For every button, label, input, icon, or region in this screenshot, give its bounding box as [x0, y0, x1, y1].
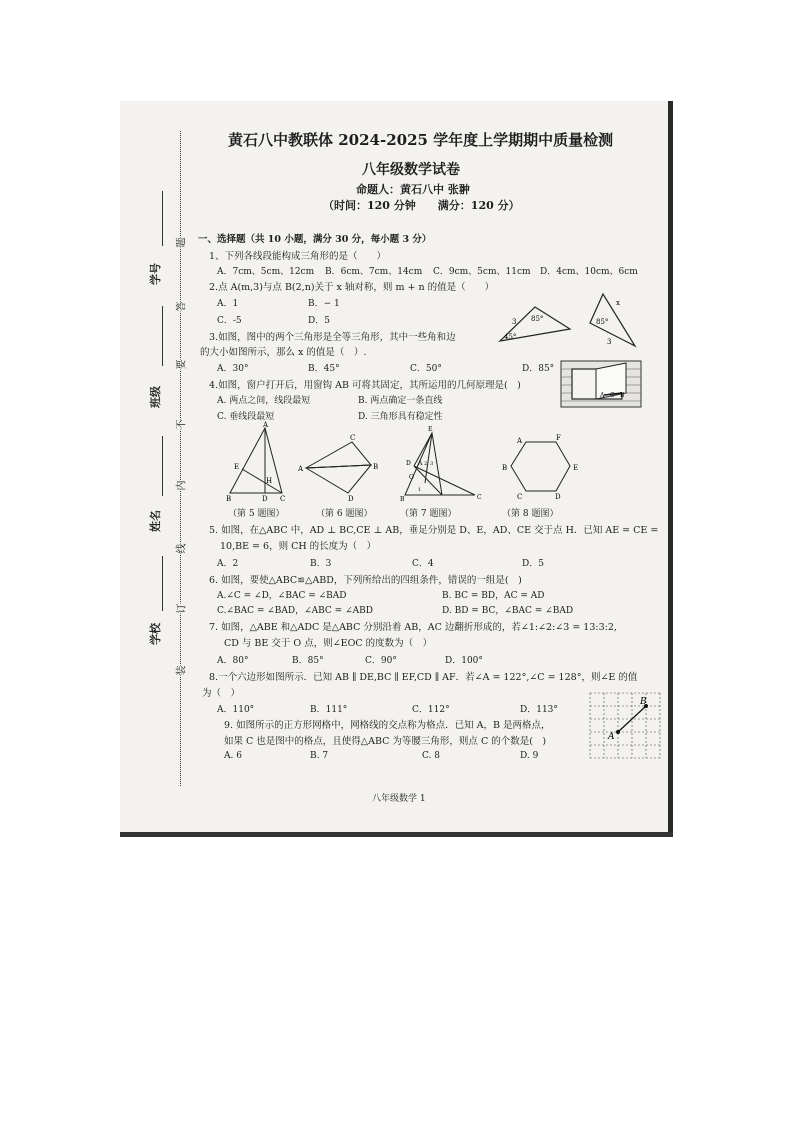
exam-time-score: （时间：120 分钟 满分：120 分） [323, 199, 520, 212]
q4-label: C [610, 392, 615, 399]
q1-option-b: B．6cm、7cm、14cm [325, 267, 423, 277]
q3-label: 45° [504, 333, 517, 341]
exam-author: 命题人：黄石八中 张翀 [356, 183, 470, 196]
q2-stem: 2.点 A(m,3)与点 B(2,n)关于 x 轴对称，则 m + n 的值是（ ） [209, 282, 495, 293]
q7-label: A [418, 460, 423, 467]
q7-option-a: A．80° [217, 656, 249, 666]
q5-option-b: B．3 [310, 559, 332, 569]
binding-char: 答 [173, 302, 188, 312]
q5-label: D [262, 495, 268, 503]
q2-option-c: C．-5 [217, 316, 242, 326]
binding-char: 装 [173, 666, 188, 676]
binding-char: 订 [173, 604, 188, 614]
q5-label: B [226, 495, 232, 503]
q8-option-a: A．110° [217, 705, 255, 715]
exam-subtitle: 八年级数学试卷 [362, 162, 460, 178]
q9-label: A [608, 732, 615, 742]
q9-grid-figure [588, 691, 663, 763]
q7-label: E [428, 426, 433, 433]
q7-label: 3 [430, 461, 434, 467]
q4-option-c: C. 垂线段最短 [217, 412, 275, 422]
q6-label: C [350, 434, 356, 442]
binding-dotted-line [180, 131, 181, 786]
q7-stem: 7. 如图，△ABE 和△ADC 是△ABC 分别沿着 AB，AC 边翻折形成的，若∠1:∠2:∠3 = 13:3:2, [209, 622, 617, 633]
school-blank [162, 556, 163, 611]
q5-option-a: A．2 [217, 559, 239, 569]
q9-option-a: A. 6 [224, 751, 242, 761]
q6-label: D [348, 495, 354, 503]
q5-label: A [263, 421, 269, 429]
fig8-caption: （第 8 题图） [502, 509, 559, 519]
fig6-caption: （第 6 题图） [316, 509, 373, 519]
q7-stem-2: CD 与 BE 交于 O 点，则∠EOC 的度数为（ ） [224, 638, 433, 649]
q7-label: D [406, 460, 411, 467]
q6-option-c: C.∠BAC = ∠BAD，∠ABC = ∠ABD [217, 606, 373, 616]
q8-stem: 8.一个六边形如图所示．已知 AB ∥ DE,BC ∥ EF,CD ∥ AF．若∠A = 122°,∠C = 128°，则∠E 的值 [209, 672, 638, 683]
binding-char: 线 [173, 544, 188, 554]
q7-figure [405, 433, 475, 495]
q9-stem-2: 如果 C 也是图中的格点，且使得△ABC 为等腰三角形，则点 C 的个数是( ) [224, 736, 547, 747]
class-blank [162, 306, 163, 366]
q9-stem: 9. 如图所示的正方形网格中，网格线的交点称为格点．已知 A，B 是两格点， [224, 720, 551, 731]
q5-stem: 5. 如图，在△ABC 中，AD ⊥ BC,CE ⊥ AB，垂足分别是 D、E，AD、CE 交于点 H．已知 AE = CE = [209, 525, 659, 536]
q3-stem: 3.如图，图中的两个三角形是全等三角形，其中一些角和边 [209, 332, 456, 343]
q4-option-a: A. 两点之间，线段最短 [217, 396, 311, 406]
name-label: 姓名 [149, 510, 162, 532]
binding-char: 要 [173, 360, 188, 370]
binding-char: 题 [173, 238, 188, 248]
exam-photo [120, 101, 673, 837]
q8-label: D [555, 493, 561, 501]
q3-option-c: C．50° [410, 364, 442, 374]
student-id-blank [162, 191, 163, 246]
q4-window-figure [560, 359, 642, 409]
q1-option-c: C．9cm、5cm、11cm [433, 267, 531, 277]
q7-label: C [477, 494, 482, 501]
q5-stem-2: 10,BE = 6，则 CH 的长度为（ ） [220, 541, 377, 552]
q6-option-b: B. BC = BD，AC = AD [442, 591, 545, 601]
binding-char: 不 [173, 420, 188, 430]
q3-figure [495, 291, 655, 361]
q7-option-b: B．85° [292, 656, 324, 666]
q5-option-d: D．5 [522, 559, 544, 569]
page-footer: 八年级数学 1 [372, 794, 426, 804]
q6-option-a: A.∠C = ∠D，∠BAC = ∠BAD [217, 591, 347, 601]
q6-option-d: D. BD = BC，∠BAC = ∠BAD [442, 606, 574, 616]
q4-label: A [600, 392, 605, 399]
q8-label: B [502, 464, 508, 472]
q8-label: A [517, 437, 523, 445]
q4-option-d: D. 三角形具有稳定性 [358, 412, 443, 422]
figures-5-8 [220, 421, 600, 506]
q7-label: 2 [424, 461, 428, 467]
q9-option-b: B. 7 [310, 751, 329, 761]
q4-stem: 4.如图，窗户打开后，用窗钩 AB 可将其固定，其所运用的几何原理是( ) [209, 380, 521, 391]
q7-option-d: D．100° [445, 656, 483, 666]
q8-label: F [556, 434, 561, 442]
q8-option-c: C．112° [412, 705, 450, 715]
q2-option-b: B．− 1 [308, 299, 340, 309]
q2-option-d: D．5 [308, 316, 330, 326]
q3-label: 3 [512, 318, 517, 326]
q3-option-a: A．30° [217, 364, 249, 374]
q5-label: E [234, 463, 240, 471]
q8-label: C [517, 493, 523, 501]
name-blank [162, 436, 163, 496]
q7-label: B [400, 496, 405, 503]
q6-label: B [373, 463, 379, 471]
q5-label: H [266, 477, 273, 485]
q3-stem-2: 的大小如图所示，那么 x 的值是（ ）. [200, 347, 367, 358]
q8-hexagon [511, 442, 570, 491]
photo-edge-right [668, 101, 673, 837]
q4-option-b: B. 两点确定一条直线 [358, 396, 443, 406]
photo-edge-bottom [120, 832, 673, 837]
student-id-label: 学号 [149, 263, 162, 285]
q3-label: 85° [531, 315, 544, 323]
q8-stem-2: 为（ ） [202, 688, 241, 699]
q3-option-d: D．85° [522, 364, 555, 374]
q7-option-c: C．90° [365, 656, 397, 666]
fig5-caption: （第 5 题图） [228, 509, 285, 519]
q3-label: 3 [607, 338, 612, 346]
q3-option-b: B．45° [308, 364, 340, 374]
section-heading: 一、选择题（共 10 小题，满分 30 分，每小题 3 分） [198, 234, 432, 245]
class-label: 班级 [149, 386, 162, 408]
q1-stem: 1、下列各线段能构成三角形的是（ ） [209, 251, 387, 262]
q8-option-b: B．111° [310, 705, 348, 715]
q5-label: C [280, 495, 286, 503]
q8-option-d: D．113° [520, 705, 558, 715]
exam-title: 黄石八中教联体 2024-2025 学年度上学期期中质量检测 [228, 131, 614, 149]
q8-label: E [573, 464, 579, 472]
q4-label: B [620, 392, 625, 399]
q6-label: A [298, 465, 304, 473]
fig7-caption: （第 7 题图） [400, 509, 457, 519]
q3-label: 85° [596, 318, 609, 326]
q2-option-a: A．1 [217, 299, 239, 309]
q3-label: x [616, 299, 620, 307]
q7-label: 1 [418, 487, 422, 493]
binding-char: 内 [173, 481, 188, 491]
q9-option-d: D. 9 [520, 751, 539, 761]
q1-option-d: D．4cm、10cm、6cm [540, 267, 638, 277]
q5-figure [230, 428, 282, 493]
q5-option-c: C．4 [412, 559, 434, 569]
q9-label: B [640, 697, 647, 707]
school-label: 学校 [149, 623, 162, 645]
q9-option-c: C. 8 [422, 751, 441, 761]
q1-option-a: A．7cm、5cm、12cm [217, 267, 315, 277]
q6-figure [306, 442, 371, 493]
q7-label: O [409, 474, 414, 481]
q6-stem: 6. 如图，要使△ABC≌△ABD，下列所给出的四组条件，错误的一组是( ) [209, 575, 522, 586]
